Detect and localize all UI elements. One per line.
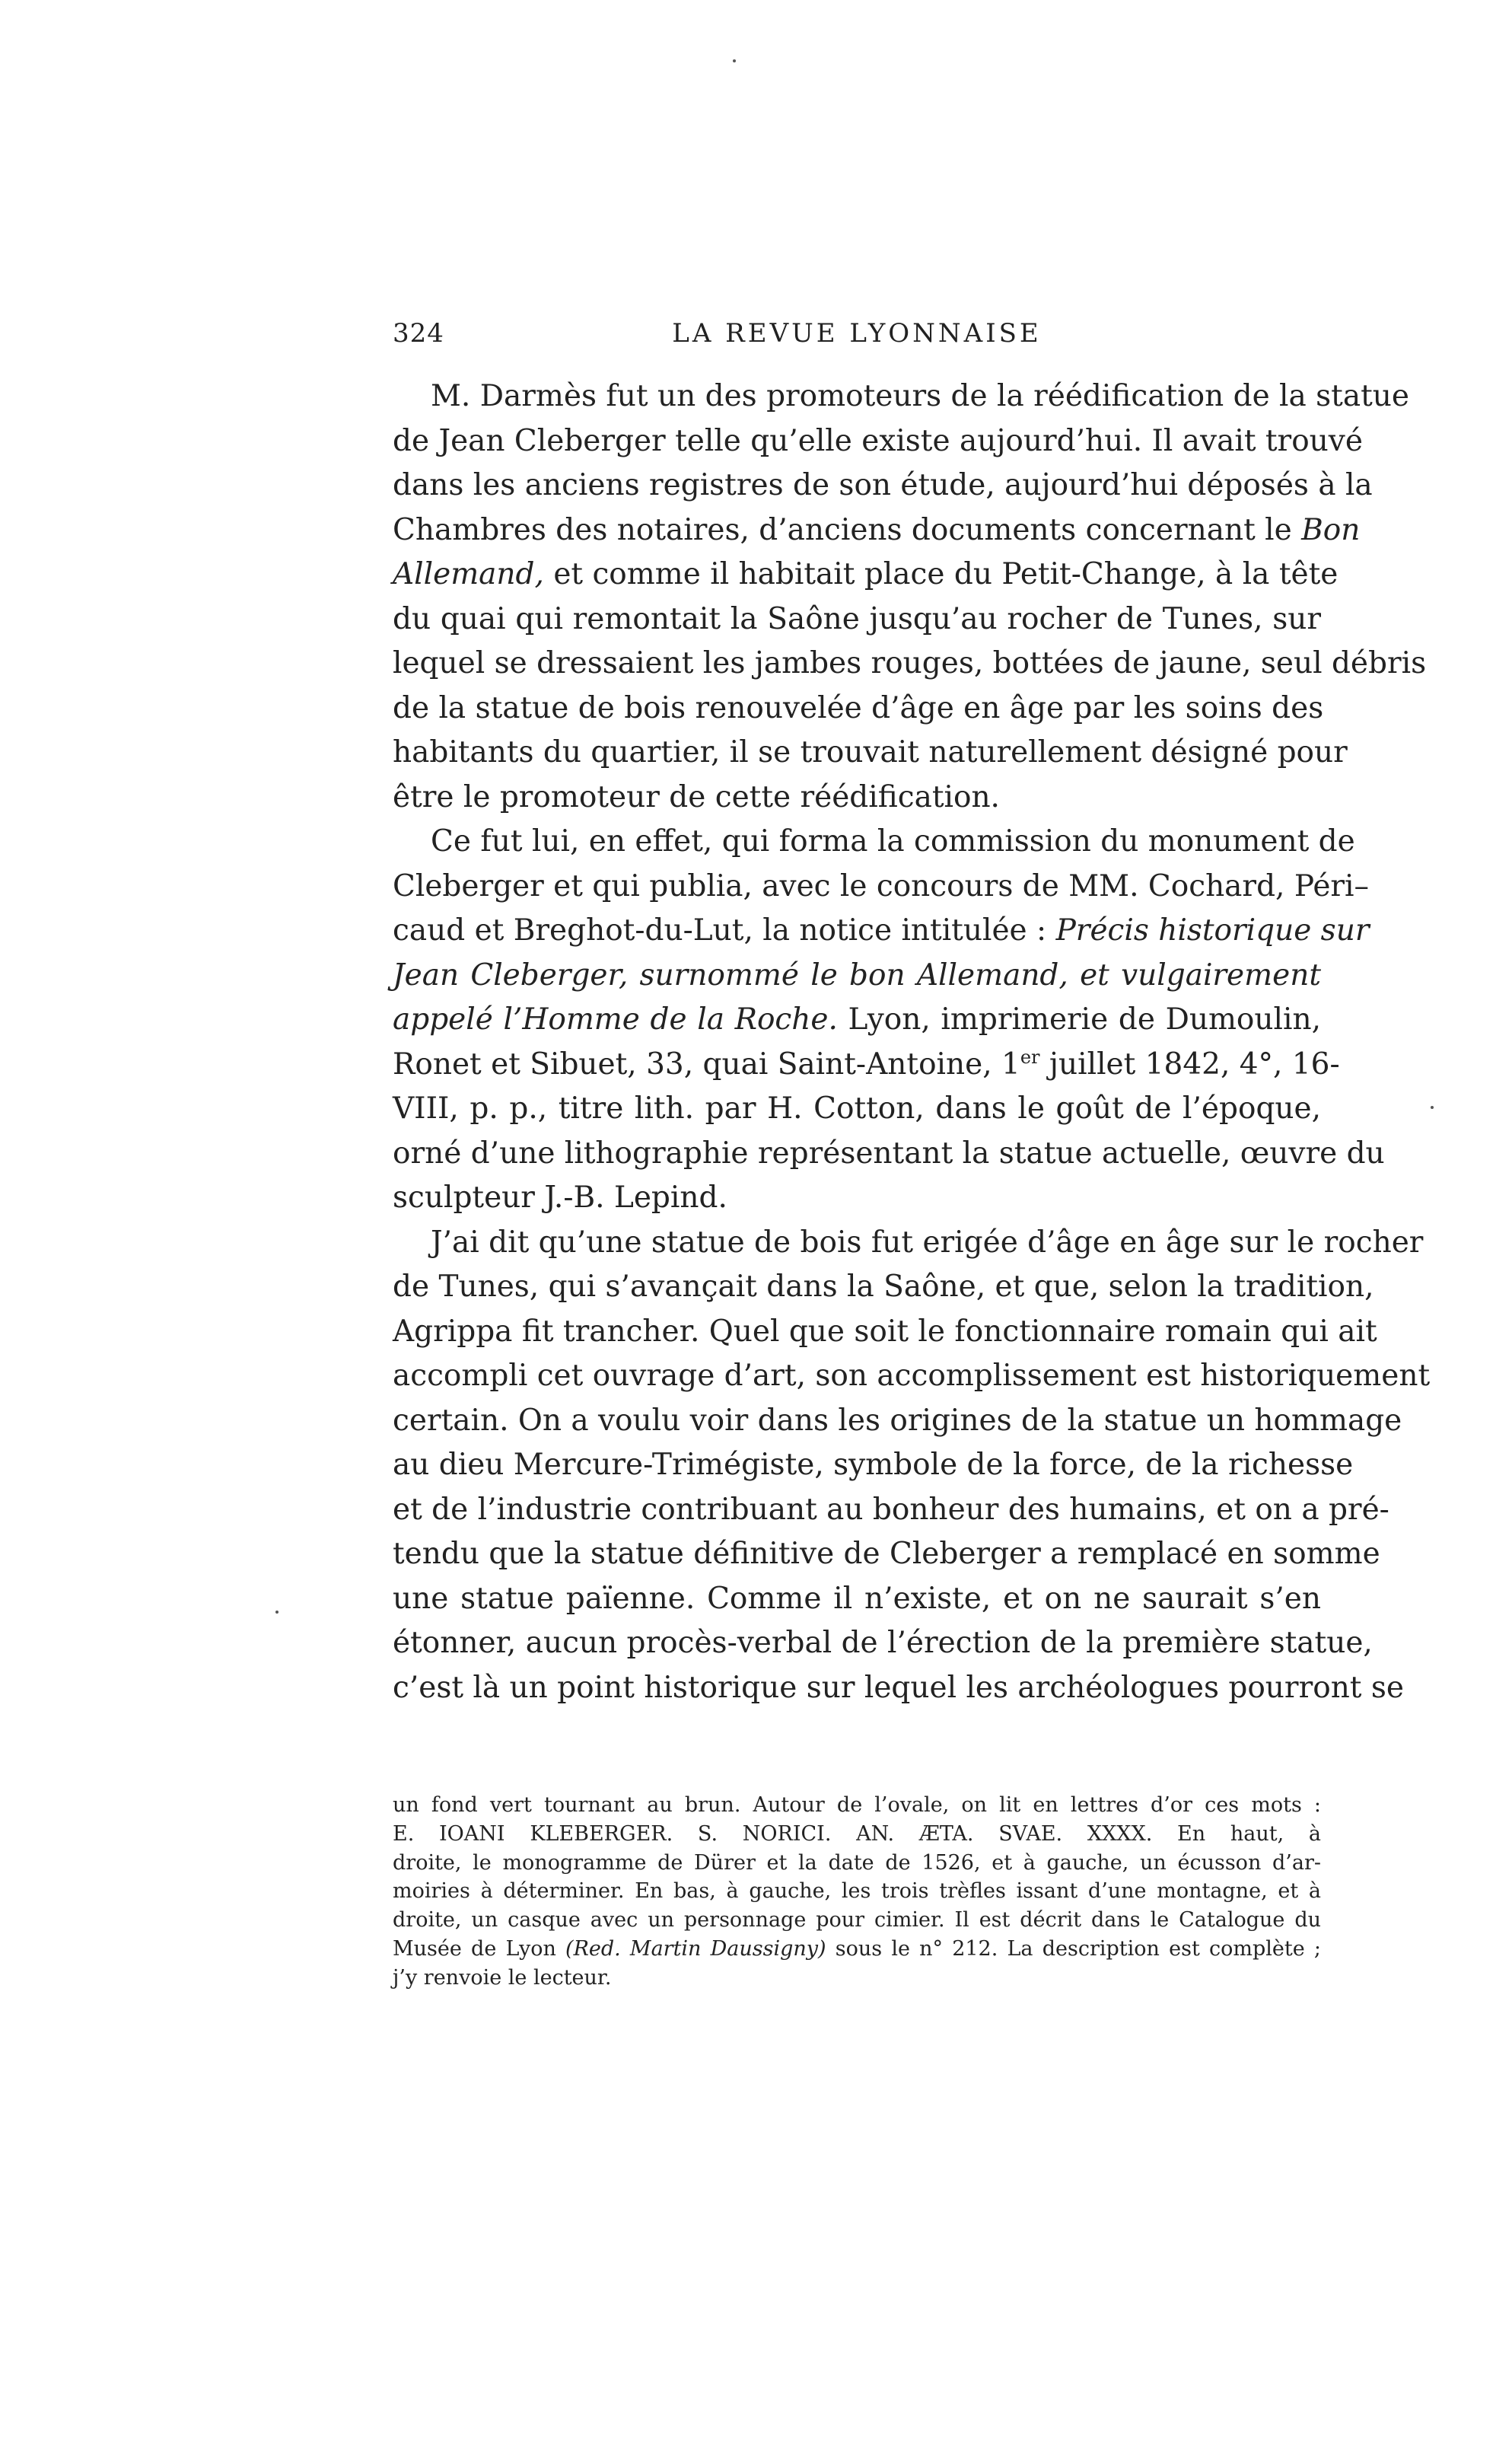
italic-text: appelé l’Homme de la Roche. <box>393 1002 838 1037</box>
text-line: Cleberger et qui publia, avec le concours de MM. Cochard, Péri– <box>393 868 1370 903</box>
text-line: tendu que la statue définitive de Cleberger a remplacé en somme <box>393 1537 1380 1571</box>
italic-text: Bon <box>1301 512 1361 547</box>
text-line: de Tunes, qui s’avançait dans la Saône, et que, selon la tradition, <box>393 1270 1374 1304</box>
text-line: et de l’industrie contribuant au bonheur des humains, et on a pré- <box>393 1492 1389 1527</box>
text-line: caud et Breghot-du-Lut, la notice intitulée : Précis historique sur <box>393 913 1370 948</box>
text-line: Agrippa fit trancher. Quel que soit le fonctionnaire romain qui ait <box>393 1314 1377 1349</box>
text-line: Ce fut lui, en effet, qui forma la commission du monument de <box>431 824 1355 859</box>
text-line: J’ai dit qu’une statue de bois fut erigée d’âge en âge sur le rocher <box>431 1225 1424 1260</box>
text-line: accompli cet ouvrage d’art, son accomplissement est historiquement <box>393 1359 1431 1393</box>
text-line: Allemand, et comme il habitait place du Petit-Change, à la tête <box>393 557 1339 591</box>
text-line: habitants du quartier, il se trouvait naturellement désigné pour <box>393 735 1348 769</box>
text-line: de la statue de bois renouvelée d’âge en âge par les soins des <box>393 690 1324 725</box>
text-line: c’est là un point historique sur lequel les archéologues pourront se <box>393 1670 1404 1705</box>
footnote-line: Musée de Lyon (Red. Martin Daussigny) sous le n° 212. La description est complète ; <box>393 1936 1321 1961</box>
text-line: M. Darmès fut un des promoteurs de la réédification de la statue <box>431 379 1409 413</box>
footnote-line: droite, le monogramme de Dürer et la date de 1526, et à gauche, un écusson d’ar- <box>393 1850 1321 1875</box>
text-line: de Jean Cleberger telle qu’elle existe aujourd’hui. Il avait trouvé <box>393 423 1363 458</box>
text-line: du quai qui remontait la Saône jusqu’au rocher de Tunes, sur <box>393 601 1321 636</box>
text-line: Ronet et Sibuet, 33, quai Saint-Antoine, 1er juillet 1842, 4°, 16- <box>393 1046 1340 1082</box>
page-header <box>393 318 1321 364</box>
footnote-line: j’y renvoie le lecteur. <box>393 1965 612 1990</box>
print-speck <box>1431 1106 1434 1109</box>
text-line <box>393 954 1321 999</box>
italic-text: Allemand, <box>393 557 544 591</box>
footnote-line: un fond vert tournant au brun. Autour de l’ovale, on lit en lettres d’or ces mots : <box>393 1793 1321 1817</box>
text-line: VIII, p. p., titre lith. par H. Cotton, dans le goût de l’époque, <box>393 1091 1321 1126</box>
running-title: LA REVUE LYONNAISE <box>672 318 1042 349</box>
italic-text: Jean Cleberger, surnommé le bon Allemand, et vulgairement <box>393 957 1321 993</box>
text-line: dans les anciens registres de son étude, aujourd’hui déposés à la <box>393 468 1373 502</box>
italic-text: Précis historique sur <box>1055 913 1370 948</box>
text-line: au dieu Mercure-Trimégiste, symbole de la force, de la richesse <box>393 1448 1354 1482</box>
print-speck <box>275 1611 279 1614</box>
footnote <box>393 1791 1321 1993</box>
italic-text: (Red. Martin Daussigny) <box>565 1936 826 1961</box>
text-line: sculpteur J.-B. Lepind. <box>393 1181 727 1215</box>
text-line: lequel se dressaient les jambes rouges, bottées de jaune, seul débris <box>393 646 1427 680</box>
superscript: er <box>1020 1046 1040 1068</box>
footnote-line: E. IOANI KLEBERGER. S. NORICI. AN. ÆTA. SVAE. XXXX. En haut, à <box>393 1821 1321 1846</box>
body-text <box>393 374 1431 1710</box>
text-line: étonner, aucun procès-verbal de l’érection de la première statue, <box>393 1626 1373 1660</box>
footnote-line: moiries à déterminer. En bas, à gauche, les trois trèfles issant d’une montagne, et à <box>393 1879 1321 1904</box>
text-line: une statue païenne. Comme il n’existe, et on ne saurait s’en <box>393 1581 1321 1616</box>
text-line: appelé l’Homme de la Roche. Lyon, imprimerie de Dumoulin, <box>393 1002 1321 1037</box>
text-line: certain. On a voulu voir dans les origines de la statue un hommage <box>393 1403 1402 1438</box>
footnote-line: droite, un casque avec un personnage pour cimier. Il est décrit dans le Catalogue du <box>393 1908 1321 1932</box>
text-line: orné d’une lithographie représentant la statue actuelle, œuvre du <box>393 1136 1385 1171</box>
print-speck <box>733 59 736 62</box>
text-line: Chambres des notaires, d’anciens documents concernant le Bon <box>393 512 1361 547</box>
page-number: 324 <box>393 318 444 349</box>
text-line: être le promoteur de cette réédification. <box>393 779 1000 814</box>
